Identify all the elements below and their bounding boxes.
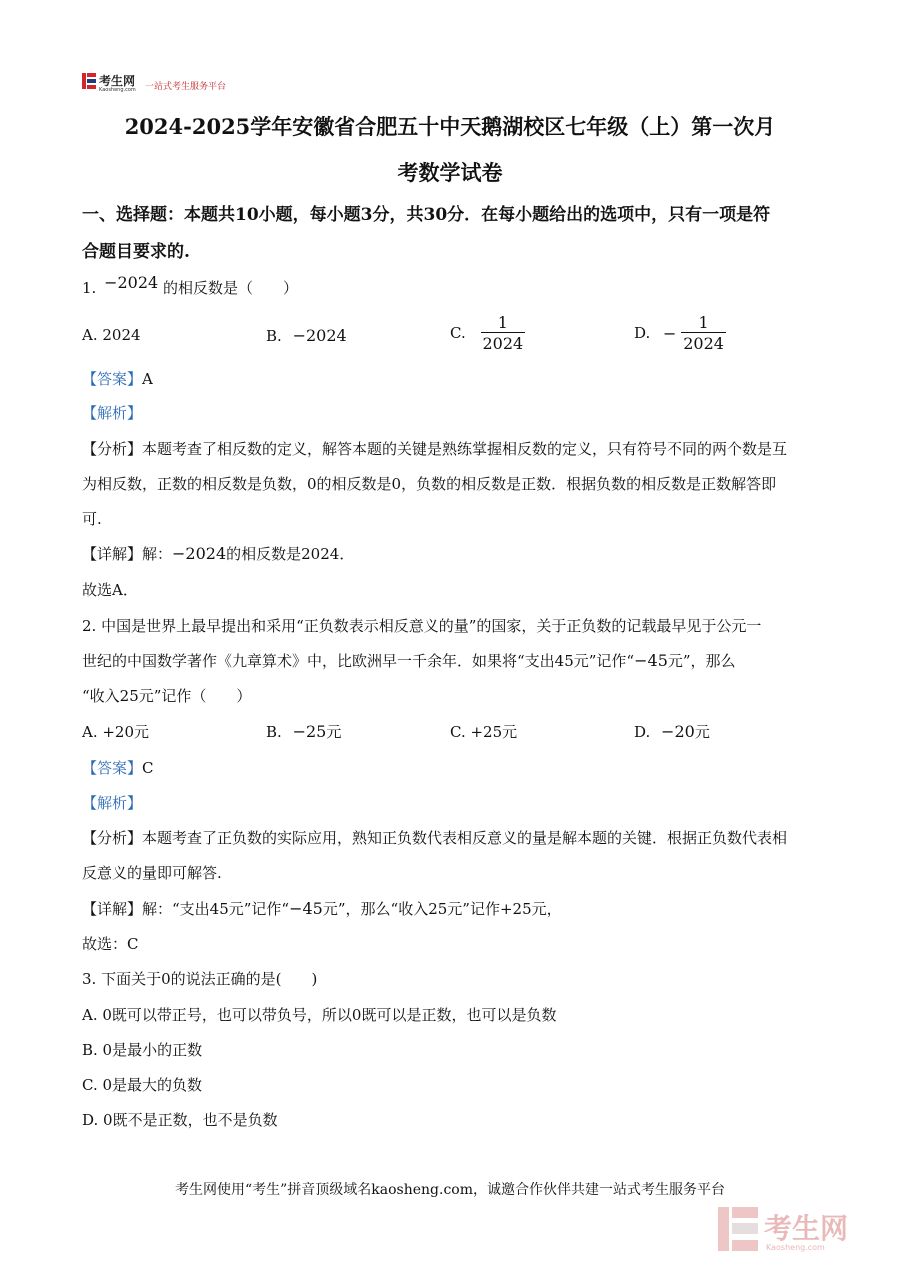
q2-stem-line3: “收入25元”记作（ ） (82, 687, 252, 705)
fraction-denominator: 2024 (683, 333, 724, 353)
option-value: −2024 (292, 326, 347, 345)
watermark-brand: 考生网 (764, 1212, 849, 1245)
q1-answer (82, 368, 153, 389)
q2-stem-line1: 2. 中国是世界上最早提出和采用“正负数表示相反意义的量”的国家，关于正负数的记载最早见于公元一 (82, 617, 762, 635)
q2-analysis-tag: 【解析】 (82, 794, 143, 812)
q1-analysis-line2: 为相反数，正数的相反数是负数，0的相反数是0，负数的相反数是正数．根据负数的相反数是正数解答即 (82, 475, 777, 493)
q1-analysis-line3: 可. (82, 510, 102, 528)
question-number: 1. (82, 279, 97, 297)
section-heading-line2: 合题目要求的. (82, 242, 190, 262)
q3-option-d: D. 0既不是正数，也不是负数 (82, 1111, 278, 1129)
q2-stem-line2 (82, 650, 736, 671)
detail-expression: −45 (289, 899, 323, 918)
q1-option-b (266, 326, 347, 345)
fraction (681, 314, 726, 352)
detail-prefix: 【详解】解： (82, 545, 173, 563)
fraction-numerator: 1 (497, 313, 508, 332)
q1-option-c (450, 314, 525, 352)
q3-option-c: C. 0是最大的负数 (82, 1076, 203, 1094)
option-value: −25 (292, 722, 327, 741)
option-unit: 元 (326, 723, 342, 741)
option-label: B. (266, 723, 282, 741)
question-text: 的相反数是（ ） (163, 279, 299, 297)
detail-suffix: 元”，那么“收入25元”记作+25元， (322, 900, 562, 918)
q2-analysis-line2: 反意义的量即可解答. (82, 864, 222, 882)
answer-value: C (142, 759, 154, 777)
option-label: B. (266, 327, 282, 345)
q2-choice: 故选：C (82, 935, 139, 953)
fraction-numerator: 1 (698, 313, 709, 332)
page-title-line2: 考数学试卷 (397, 160, 503, 185)
answer-value: A (142, 370, 153, 388)
q3-option-b: B. 0是最小的正数 (82, 1041, 203, 1059)
q1-analysis-tag: 【解析】 (82, 404, 143, 422)
q1-analysis-line1: 【分析】本题考查了相反数的定义，解答本题的关键是熟练掌握相反数的定义，只有符号不同的两个数是互 (82, 440, 788, 458)
q1-choice: 故选A． (82, 581, 138, 599)
fraction-denominator: 2024 (482, 333, 524, 353)
q2-option-a: A. +20元 (82, 723, 150, 741)
logo-brand-sub: Kaosheng.com (99, 87, 136, 93)
kaosheng-logo-icon (82, 73, 96, 89)
q2-option-c: C. +25元 (450, 723, 518, 741)
stem-text: 世纪的中国数学著作《九章算术》中，比欧洲早一千余年．如果将“支出45元”记作“ (82, 652, 635, 670)
option-label: C. (450, 324, 466, 343)
detail-prefix: 【详解】解：“支出45元”记作“ (82, 900, 290, 918)
watermark-logo-icon (718, 1207, 758, 1251)
page-footer: 考生网使用“考生”拼音顶级域名kaosheng.com，诚邀合作伙伴共建一站式考生服务平台 (174, 1182, 726, 1198)
option-value: −20 (661, 722, 695, 741)
q2-option-b (266, 721, 341, 742)
detail-expression: −2024 (172, 544, 227, 563)
option-unit: 元 (694, 723, 710, 741)
q1-detail (82, 543, 354, 564)
q3-stem: 3. 下面关于0的说法正确的是( ) (82, 970, 318, 988)
question-1-stem (82, 273, 299, 298)
q2-analysis-line1: 【分析】本题考查了正负数的实际应用，熟知正负数代表相反意义的量是解本题的关键．根据正负数代表相 (82, 829, 788, 847)
option-label: D. (634, 324, 651, 343)
q1-option-d (634, 314, 726, 352)
answer-tag: 【答案】 (82, 370, 143, 388)
option-sign: − (663, 323, 677, 343)
q3-option-a: A. 0既可以带正号，也可以带负号，所以0既可以是正数，也可以是负数 (82, 1006, 557, 1024)
watermark-brand-sub: Kaosheng.com (766, 1243, 825, 1252)
logo-slogan: 一站式考生服务平台 (145, 82, 227, 92)
option-label: D. (634, 723, 651, 741)
detail-suffix: 的相反数是2024． (226, 545, 355, 563)
page-title-line1: 2024-2025学年安徽省合肥五十中天鹅湖校区七年级（上）第一次月 (124, 114, 776, 139)
stem-suffix: 元”，那么 (667, 652, 736, 670)
q2-answer (82, 757, 154, 778)
answer-tag: 【答案】 (82, 759, 143, 777)
fraction (481, 314, 526, 352)
q2-option-d (634, 721, 710, 742)
q2-detail (82, 898, 562, 919)
q1-option-a: A. 2024 (82, 326, 141, 344)
question-expression: −2024 (104, 273, 159, 292)
logo-brand: 考生网 (99, 74, 136, 88)
section-heading-line1: 一、选择题：本题共10小题，每小题3分，共30分．在每小题给出的选项中，只有一项是符 (82, 205, 771, 225)
header-logo (82, 73, 96, 93)
stem-expression: −45 (634, 651, 668, 670)
